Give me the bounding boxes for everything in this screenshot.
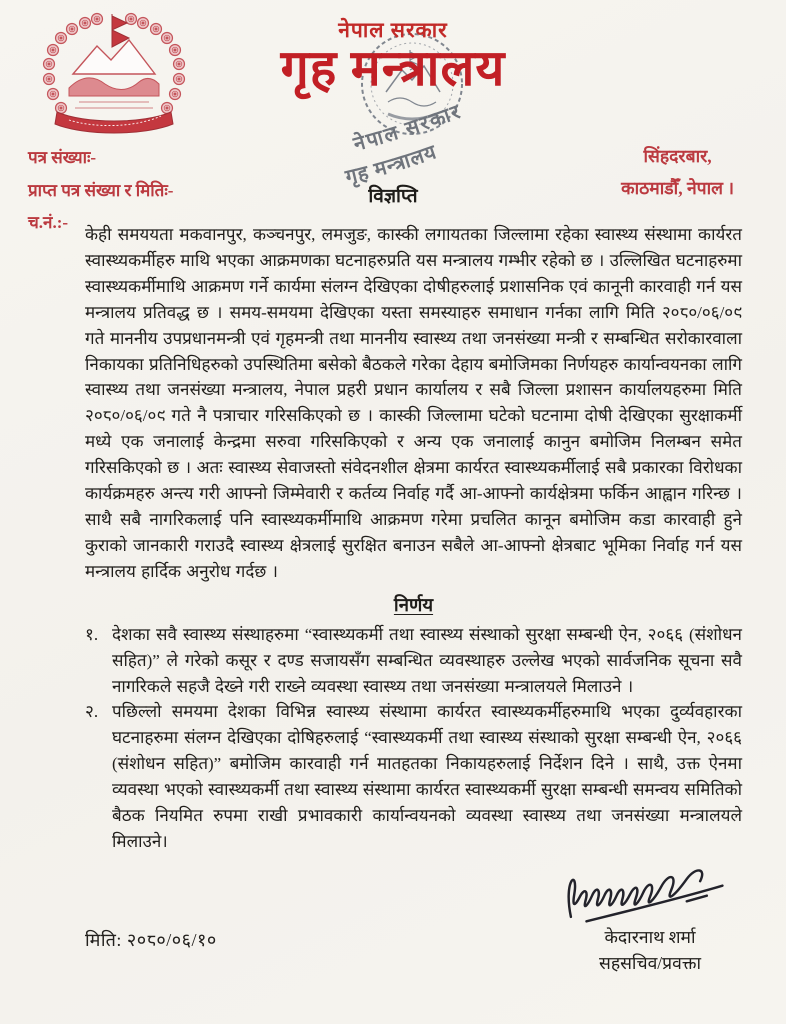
- decision-item: [85, 699, 742, 854]
- stamp-text-line2: गृह मन्त्रालय: [343, 141, 440, 189]
- government-title: नेपाल सरकार: [338, 18, 448, 42]
- signatory-name: केदारनाथ शर्मा: [604, 927, 696, 947]
- signature-icon: [555, 850, 745, 928]
- subject-title: विज्ञप्ति: [368, 186, 418, 207]
- date-label: मिति: २०८०/०६/१०: [85, 930, 217, 950]
- decision-text: पछिल्लो समयमा देशका विभिन्न स्वास्थ्य संस्थामा कार्यरत स्वास्थ्यकर्मीहरुमाथि भएका दुर्व्यवहारका घटनाहरुमा संलग्न देखिएका दोषिहरुलाई “स्वास्थ्यकर्मी तथा स्वास्थ्य संस्थाको सुरक्षा सम्बन्धी ऐन, २०६६ (संशोधन सहित)” बमोजिम कारवाही गर्न मातहतका निकायहरुलाई निर्देशन दिने । साथै, उक्त ऐनमा व्यवस्था भएको स्वास्थ्यकर्मी तथा स्वास्थ्य संस्थामा कार्यरत स्वास्थ्यकर्मी सुरक्षा सम्बन्धी समन्वय समितिको बैठक नियमित रुपमा राखी प्रभावकारी कार्यान्वयनको व्यवस्था स्वास्थ्य तथा जनसंख्या मन्त्रालयले मिलाउने।: [112, 702, 742, 851]
- decision-heading: निर्णय: [393, 595, 434, 616]
- address-line1: सिंहदरबार,: [643, 146, 712, 166]
- signature-block: [540, 850, 760, 976]
- address-line2: काठमाडौँ, नेपाल ।: [621, 178, 734, 198]
- svg-text:नेपाल सरकार: [350, 101, 465, 157]
- dispatch-number-label: च.नं.:-: [28, 213, 69, 232]
- decision-number: २.: [85, 702, 99, 722]
- decision-item: [85, 622, 742, 700]
- decision-text: देशका सवै स्वास्थ्य संस्थाहरुमा “स्वास्थ्यकर्मी तथा स्वास्थ्य संस्थाको सुरक्षा सम्बन्धी ऐन, २०६६ (संशोधन सहित)” ले गरेको कसूर र दण्ड सजायसँग सम्बन्धित व्यवस्थाहरु उल्लेख भएको सार्वजनिक सूचना सवै नागरिकले सहजै देख्ने गरी राख्ने व्यवस्था स्वास्थ्य तथा जनसंख्या मन्त्रालयले मिलाउने ।: [112, 624, 742, 696]
- ministry-title: गृह मन्त्रालय: [280, 40, 506, 96]
- decision-number: १.: [85, 624, 99, 644]
- document-body: [85, 222, 742, 855]
- body-paragraph: केही समययता मकवानपुर, कञ्चनपुर, लमजुङ, कास्की लगायतका जिल्लामा रहेका स्वास्थ्य संस्थामा कार्यरत स्वास्थ्यकर्मीहरु माथि भएका आक्रमणका घटनाहरुप्रति यस मन्त्रालय गम्भीर रहेको छ । उल्लिखित घटनाहरुमा स्वास्थ्यकर्मीमाथि आक्रमण गर्ने कार्यमा संलग्न देखिएका दोषीहरुलाई प्रशासनिक एवं कानूनी कारवाही गर्न यस मन्त्रालय प्रतिवद्ध छ । समय-समयमा देखिएका यस्ता समस्याहरु समाधान गर्नका लागि मिति २०८०/०६/०९ गते माननीय उपप्रधानमन्त्री एवं गृहमन्त्री तथा माननीय स्वास्थ्य तथा जनसंख्या मन्त्री र सम्बन्धित सरोकारवाला निकायका प्रतिनिधिहरुको उपस्थितिमा बसेको बैठकले गरेका देहाय बमोजिमका निर्णयहरु कार्यान्वयनका लागि स्वास्थ्य तथा जनसंख्या मन्त्रालय, नेपाल प्रहरी प्रधान कार्यालय र सबै जिल्ला प्रशासन कार्यालयहरुमा मिति २०८०/०६/०९ गते नै पत्राचार गरिसकिएको छ । कास्की जिल्लामा घटेको घटनामा दोषी देखिएका सुरक्षाकर्मी मध्ये एक जनालाई केन्द्रमा सरुवा गरिसकिएको र अन्य एक जनालाई कानुन बमोजिम निलम्बन समेत गरिसकिएको छ । अतः स्वास्थ्य सेवाजस्तो संवेदनशील क्षेत्रमा कार्यरत स्वास्थ्यकर्मीलाई सबै प्रकारका विरोधका कार्यक्रमहरु अन्त्य गरी आफ्नो जिम्मेवारी र कर्तव्य निर्वाह गर्दै आ-आफ्नो कार्यक्षेत्रमा फर्किन आह्वान गरिन्छ । साथै सबै नागरिकलाई पनि स्वास्थ्यकर्मीमाथि आक्रमण गरेमा प्रचलित कानून बमोजिम कडा कारवाही हुने कुराको जानकारी गराउदै स्वास्थ्य क्षेत्रलाई सुरक्षित बनाउन सबैले आ-आफ्नो क्षेत्रबाट भूमिका निर्वाह गर्न यस मन्त्रालय हार्दिक अनुरोध गर्दछ ।: [85, 225, 742, 581]
- stamp-text-line1: नेपाल सरकार: [351, 100, 465, 156]
- decision-list: [85, 622, 742, 855]
- received-number-label: प्राप्त पत्र संख्या र मितिः-: [28, 180, 174, 200]
- letter-number-label: पत्र संख्याः-: [28, 148, 97, 167]
- signatory-title: सहसचिव/प्रवक्ता: [598, 953, 702, 973]
